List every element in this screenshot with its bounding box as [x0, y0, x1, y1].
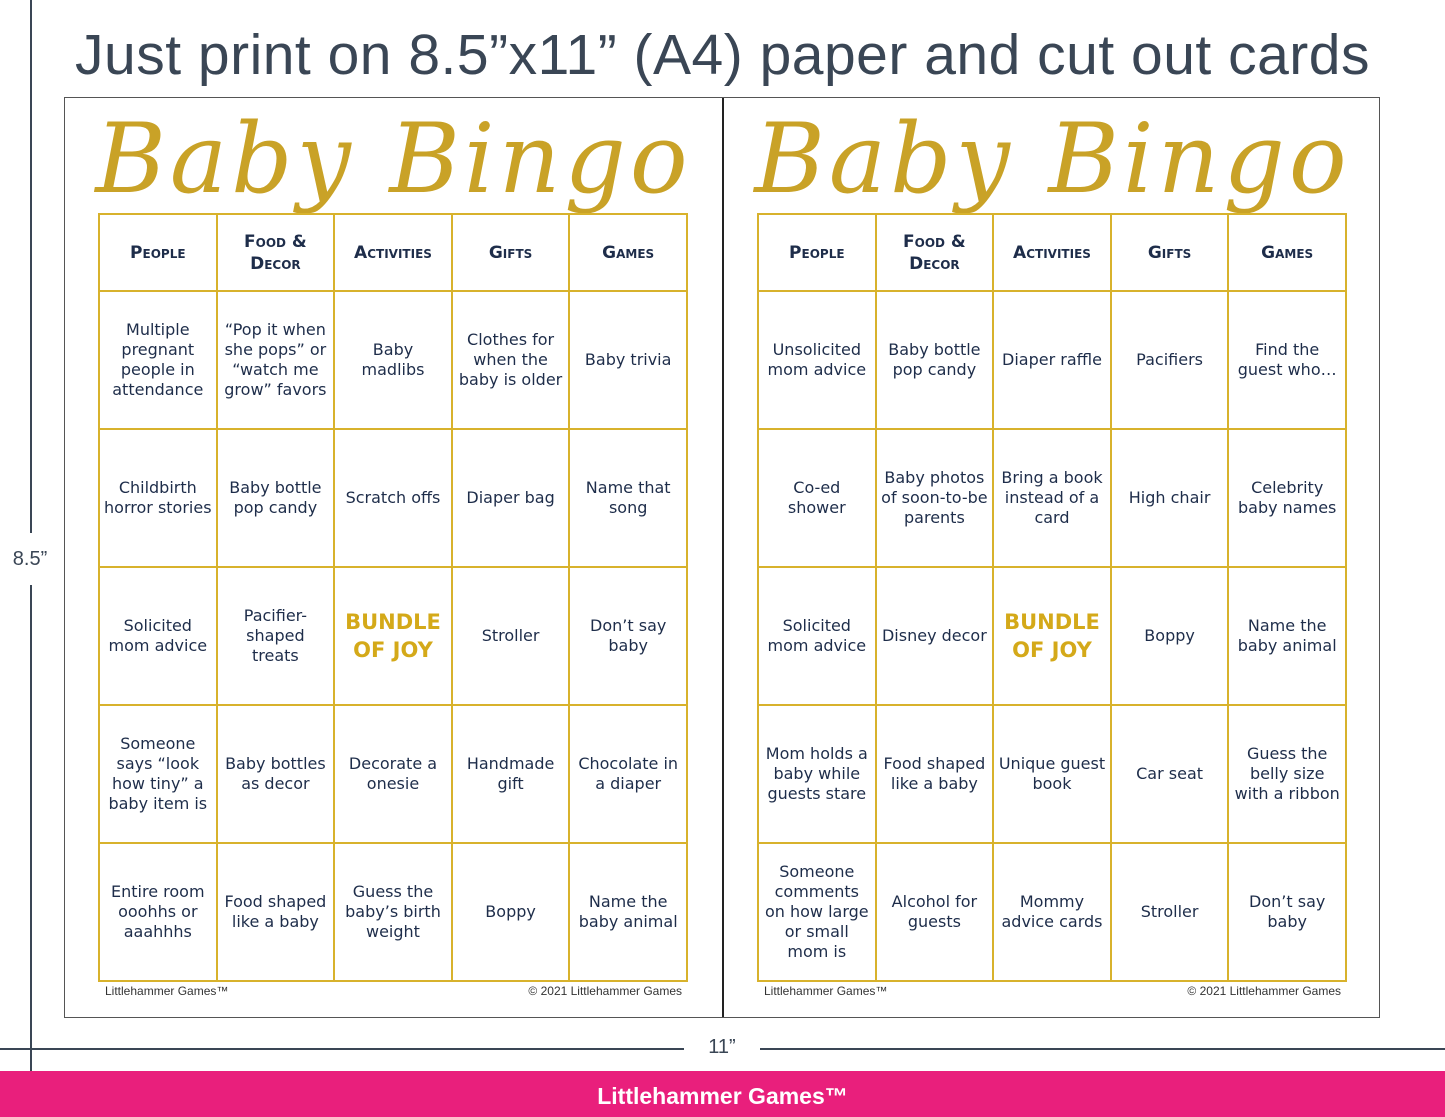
grid-row — [758, 705, 1346, 843]
free-space-cell: BUNDLE OF JOY — [993, 567, 1111, 705]
bingo-cell: Stroller — [1111, 843, 1229, 981]
bingo-cell: Solicited mom advice — [758, 567, 876, 705]
bingo-cell: Disney decor — [876, 567, 994, 705]
bingo-cell: Multiple pregnant people in attendance — [99, 291, 217, 429]
card-footer-brand: Littlehammer Games™ — [105, 984, 229, 998]
bingo-cell: Boppy — [452, 843, 570, 981]
bingo-cell: Diaper bag — [452, 429, 570, 567]
bingo-cell: Guess the belly size with a ribbon — [1228, 705, 1346, 843]
grid-row — [99, 705, 687, 843]
card-footer-copyright: © 2021 Littlehammer Games — [1187, 984, 1341, 998]
height-dimension-line-top — [30, 0, 32, 533]
bingo-cell: Baby bottle pop candy — [876, 291, 994, 429]
column-header: People — [99, 214, 217, 291]
bingo-cell: Someone comments on how large or small mom is — [758, 843, 876, 981]
bingo-cell: Entire room ooohhs or aaahhhs — [99, 843, 217, 981]
bingo-cell: High chair — [1111, 429, 1229, 567]
bingo-cell: Guess the baby’s birth weight — [334, 843, 452, 981]
bingo-cell: Name that song — [569, 429, 687, 567]
column-header: Games — [569, 214, 687, 291]
bingo-cell: Food shaped like a baby — [217, 843, 335, 981]
grid-row — [758, 429, 1346, 567]
bingo-cell: Unsolicited mom advice — [758, 291, 876, 429]
bingo-cell: Car seat — [1111, 705, 1229, 843]
bingo-cell: Don’t say baby — [569, 567, 687, 705]
card-title: Baby Bingo — [754, 103, 1351, 215]
bingo-cell: Childbirth horror stories — [99, 429, 217, 567]
bingo-cell: Baby bottle pop candy — [217, 429, 335, 567]
bingo-cell: Pacifiers — [1111, 291, 1229, 429]
bingo-grid — [757, 213, 1347, 982]
height-dimension-label: 8.5” — [12, 548, 48, 570]
bingo-cell: Stroller — [452, 567, 570, 705]
bingo-cell: Someone says “look how tiny” a baby item is — [99, 705, 217, 843]
grid-row — [99, 429, 687, 567]
bingo-cell: Baby trivia — [569, 291, 687, 429]
bingo-cell: Mommy advice cards — [993, 843, 1111, 981]
bingo-cell: Solicited mom advice — [99, 567, 217, 705]
bingo-cell: Chocolate in a diaper — [569, 705, 687, 843]
grid-row — [99, 843, 687, 981]
header-row — [758, 214, 1346, 291]
card-footer-copyright: © 2021 Littlehammer Games — [528, 984, 682, 998]
width-dimension-line-left — [0, 1048, 684, 1050]
brand-banner-text: Littlehammer Games™ — [597, 1083, 848, 1109]
bingo-cell: Handmade gift — [452, 705, 570, 843]
bingo-cell: Pacifier-shaped treats — [217, 567, 335, 705]
printable-sheet — [64, 97, 1380, 1018]
bingo-cell: Celebrity baby names — [1228, 429, 1346, 567]
bingo-cell: Baby photos of soon-to-be parents — [876, 429, 994, 567]
grid-row — [758, 291, 1346, 429]
bingo-cell: Scratch offs — [334, 429, 452, 567]
bingo-cell: Decorate a onesie — [334, 705, 452, 843]
column-header: Food & Decor — [217, 214, 335, 291]
column-header: Activities — [334, 214, 452, 291]
bingo-cell: Diaper raffle — [993, 291, 1111, 429]
grid-row — [758, 567, 1346, 705]
bingo-cell: Find the guest who… — [1228, 291, 1346, 429]
bingo-grid — [98, 213, 688, 982]
header-row — [99, 214, 687, 291]
headline: Just print on 8.5”x11” (A4) paper and cut out cards — [75, 23, 1370, 87]
free-space-cell: BUNDLE OF JOY — [334, 567, 452, 705]
grid-row — [99, 291, 687, 429]
bingo-cell: Don’t say baby — [1228, 843, 1346, 981]
bingo-cell: Name the baby animal — [569, 843, 687, 981]
height-dimension-line-bottom — [30, 585, 32, 1117]
grid-row — [99, 567, 687, 705]
card-title: Baby Bingo — [95, 103, 692, 215]
column-header: People — [758, 214, 876, 291]
column-header: Gifts — [452, 214, 570, 291]
bingo-cell: Name the baby animal — [1228, 567, 1346, 705]
bingo-cell: Clothes for when the baby is older — [452, 291, 570, 429]
column-header: Games — [1228, 214, 1346, 291]
bingo-cell: “Pop it when she pops” or “watch me grow” favors — [217, 291, 335, 429]
column-header: Food & Decor — [876, 214, 994, 291]
bingo-card — [724, 98, 1381, 1017]
grid-row — [758, 843, 1346, 981]
bingo-cell: Mom holds a baby while guests stare — [758, 705, 876, 843]
width-dimension-label: 11” — [708, 1036, 736, 1058]
bingo-cell: Co-ed shower — [758, 429, 876, 567]
width-dimension-line-right — [760, 1048, 1445, 1050]
bingo-cell: Baby madlibs — [334, 291, 452, 429]
column-header: Gifts — [1111, 214, 1229, 291]
column-header: Activities — [993, 214, 1111, 291]
bingo-cell: Alcohol for guests — [876, 843, 994, 981]
bingo-cell: Boppy — [1111, 567, 1229, 705]
bingo-cell: Unique guest book — [993, 705, 1111, 843]
bingo-cell: Baby bottles as decor — [217, 705, 335, 843]
bingo-cell: Food shaped like a baby — [876, 705, 994, 843]
bingo-card — [65, 98, 722, 1017]
bingo-cell: Bring a book instead of a card — [993, 429, 1111, 567]
card-footer-brand: Littlehammer Games™ — [764, 984, 888, 998]
